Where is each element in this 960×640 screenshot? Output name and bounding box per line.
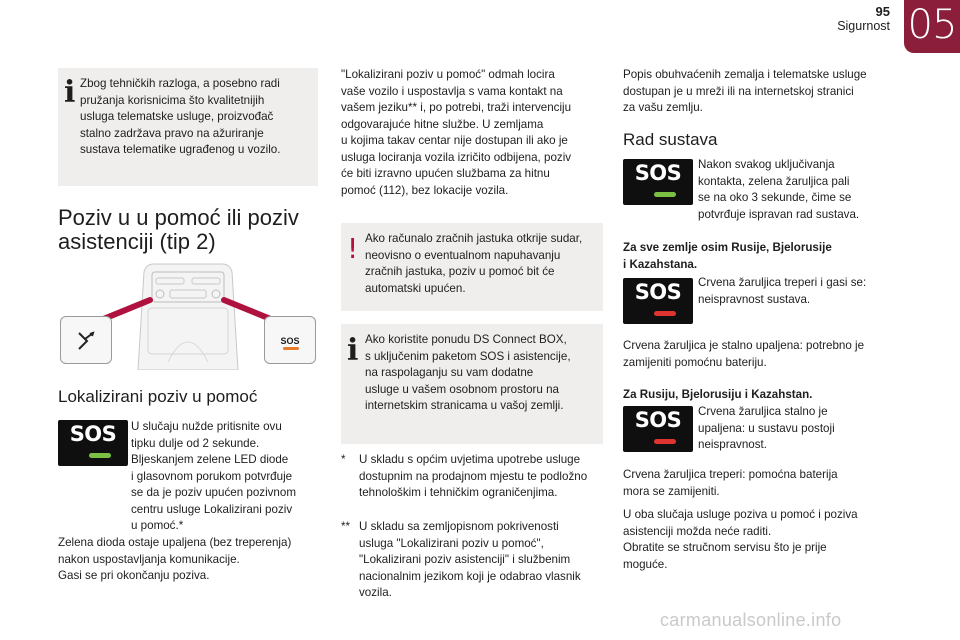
heading-system-operation: Rad sustava xyxy=(623,130,718,149)
sos-label: SOS xyxy=(634,161,682,185)
info-note-box xyxy=(58,68,318,186)
sos-button-red-2 xyxy=(623,406,693,452)
group1-text: Crvena žaruljica treperi i gasi se: neispravnost sustava. xyxy=(698,276,867,306)
chapter-tab: 05 xyxy=(904,0,960,53)
console-figure xyxy=(58,262,318,370)
sos-button-red-1 xyxy=(623,278,693,324)
green-led-icon xyxy=(89,453,111,458)
info-icon: i xyxy=(64,75,76,110)
sos-label: SOS xyxy=(69,422,117,446)
info-note-text: Zbog tehničkih razloga, a posebno radi pružanja korisnicima što kvalitetnijih usluga telematske usluge, proizvođač stalno zadržava pravo na ažuriranje sustava telematike ugrađenog u vozilo. xyxy=(80,77,281,156)
emergency-instructions: U slučaju nužde pritisnite ovu tipku dulje od 2 sekunde. Bljeskanjem zelene LED diode i glasovnom porukom potvrđuje se da je poziv upućen pozivnom centru usluge Lokalizirani poziv u pomoć.* xyxy=(131,420,296,532)
subtitle-localized-call: Lokalizirani poziv u pomoć xyxy=(58,387,258,406)
group1-heading: Za sve zemlje osim Rusije, Bjelorusije i Kazahstana. xyxy=(623,241,832,271)
led-note: Zelena dioda ostaje upaljena (bez treperenja) nakon uspostavljanja komunikacije. Gasi se pri okončanju poziva. xyxy=(58,536,292,582)
operation-text: Nakon svakog uključivanja kontakta, zelena žaruljica pali se na oko 3 sekunde, čime se potvrđuje ispravan rad sustava. xyxy=(698,158,860,221)
sos-label: SOS xyxy=(634,280,682,304)
footnote-2-mark: ** xyxy=(341,520,351,533)
final-note: U oba slučaja usluge poziva u pomoć i poziva asistenciji možda neće raditi. Obratite se stručnom servisu što je prije moguće. xyxy=(623,508,858,571)
sos-button-figure xyxy=(264,316,316,364)
group1-note: Crvena žaruljica je stalno upaljena: potrebno je zamijeniti pomoćnu bateriju. xyxy=(623,339,865,369)
red-led-icon xyxy=(654,311,676,316)
localized-call-intro: "Lokalizirani poziv u pomoć" odmah locira vaše vozilo i uspostavlja s vama kontakt na vašem jeziku** i, po potrebi, traži intervenciju odgovarajuće hitne službe. U zemljama u kojima takav centar nije dostupan ili ako je usluga lociranja vozila izričito odbijena, poziv će biti izravno upućen službama za hitnu pomoć (112), bez lokacije vozila. xyxy=(341,68,572,197)
info-note-text-2: Ako koristite ponudu DS Connect BOX, s uključenim paketom SOS i asistencije, na raspolaganju su vam dodatne usluge u vašem osobnom prostoru na internetskim stranicama u vašoj zemlji. xyxy=(365,333,571,412)
warning-icon: ! xyxy=(347,232,359,265)
countries-intro: Popis obuhvaćenih zemalja i telematske usluge dostupan je u mreži ili na internetskoj stranici za vašu zemlju. xyxy=(623,68,867,114)
assistance-button-figure xyxy=(60,316,112,364)
green-led-icon xyxy=(654,192,676,197)
page-number: 95 xyxy=(875,4,890,19)
sos-button-green-2 xyxy=(623,159,693,205)
sos-button-figure-label: SOS xyxy=(280,336,300,346)
sos-button-green xyxy=(58,420,128,466)
info-icon: i xyxy=(347,333,359,368)
info-note-box-2 xyxy=(341,324,603,444)
warning-note-text: Ako računalo zračnih jastuka otkrije sudar, neovisno o eventualnom napuhavanju zračnih jastuka, poziv u pomoć bit će automatski upućen. xyxy=(365,232,583,295)
group2-heading: Za Rusiju, Bjelorusiju i Kazahstan. xyxy=(623,388,813,401)
group2-note: Crvena žaruljica treperi: pomoćna baterija mora se zamijeniti. xyxy=(623,468,838,498)
group2-text: Crvena žaruljica stalno je upaljena: u sustavu postoji neispravnost. xyxy=(698,405,835,451)
watermark: carmanualsonline.info xyxy=(660,610,842,630)
page-title: Poziv u u pomoć ili poziv asistenciji (tip 2) xyxy=(58,205,299,254)
warning-note-box xyxy=(341,223,603,311)
footnote-2: ** U skladu sa zemljopisnom pokrivenosti usluga "Lokalizirani poziv u pomoć", "Lokalizirani poziv asistenciji" i službenim nacionalnim jezikom koji je odabrao vlasnik vozila. xyxy=(341,520,581,599)
sos-label: SOS xyxy=(634,408,682,432)
section-title: Sigurnost xyxy=(837,19,890,33)
led-indicator-icon xyxy=(283,347,299,350)
footnote-1-mark: * xyxy=(341,453,346,466)
footnote-1: * U skladu s općim uvjetima upotrebe usluge dostupnim na prodajnom mjestu te podložno tehnološkim i tehničkim ograničenjima. xyxy=(341,453,588,499)
assistance-icon xyxy=(61,317,111,363)
red-led-icon xyxy=(654,439,676,444)
